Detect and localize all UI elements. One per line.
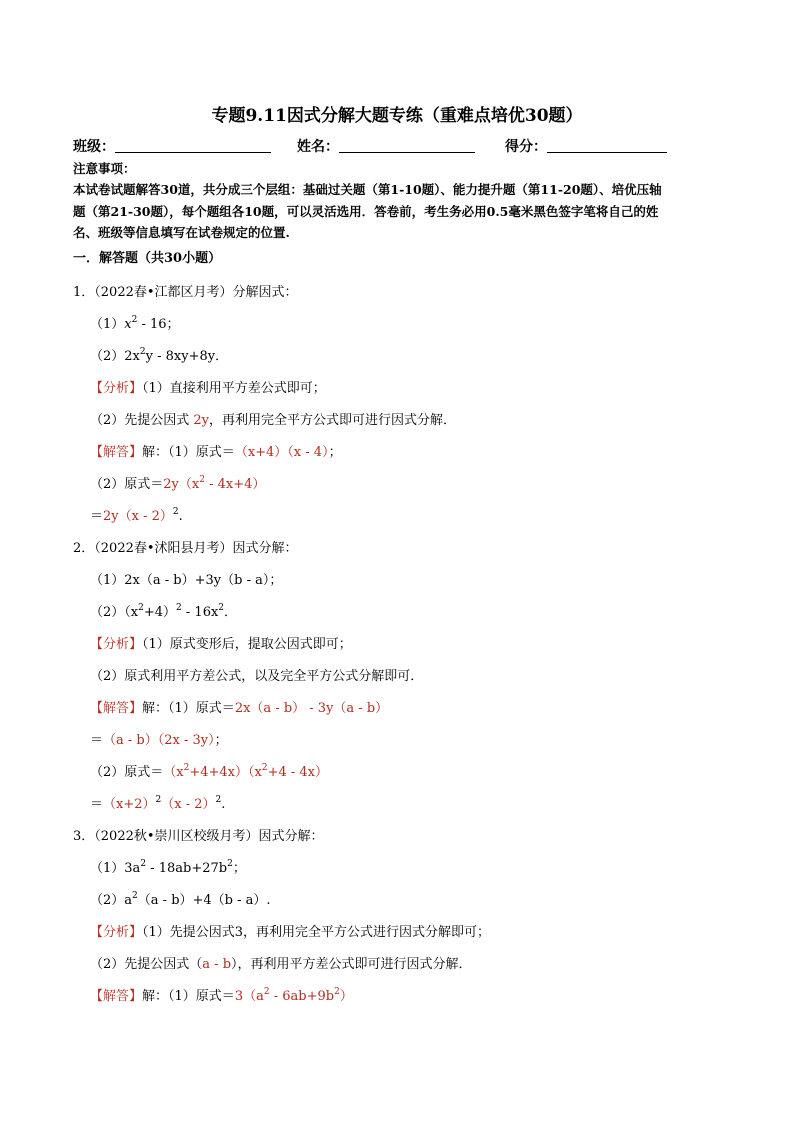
q3-stem: 3．（2022秋•崇川区校级月考）因式分解： [73, 829, 324, 844]
name-blank[interactable] [339, 138, 475, 153]
score-field[interactable] [505, 137, 667, 157]
section-heading: 一．解答题（共30小题） [73, 251, 222, 266]
q3-analysis-2: （2）先提公因式（a - b），再利用平方差公式即可进行因式分解． [90, 957, 472, 972]
q1-analysis: 【分析】（1）直接利用平方差公式即可； [90, 381, 326, 396]
document-title: 专题9.11因式分解大题专练（重难点培优30题） [211, 106, 583, 126]
q1-part-1: $(1)x^2 - 16$； [90, 315, 180, 332]
q2-answer-3: （2）原式$=(x^2+4+4x)(x^2+4 - 4x)$ [90, 763, 329, 780]
analysis-tag: 【分析】 [90, 637, 143, 652]
q2-analysis-2: （2）原式利用平方差公式，以及完全平方公式分解即可． [90, 669, 424, 684]
q3-part-1: $(1)3a^2 - 18ab+27b^2$； [90, 859, 246, 876]
score-label: 得分： [505, 139, 547, 155]
answer-tag: 【解答】 [90, 701, 143, 716]
q1-analysis-2: （2）先提公因式 2y，再利用完全平方公式即可进行因式分解． [90, 413, 457, 428]
score-blank[interactable] [547, 138, 667, 153]
notice-line-2: 题（第21-30题），每个题组各10题，可以灵活选用．答卷前，考生务必用0.5毫米黑色签字笔将自己的姓 [73, 204, 659, 219]
q2-stem: 2．（2022春•沭阳县月考）因式分解： [73, 541, 298, 556]
q3-answer-1: 【解答】解：（1）原式$=3(a^2 - 6ab+9b^2)$ [90, 987, 353, 1004]
q1-answer-3: ＝2y（x - 2）$^2$. [90, 507, 183, 524]
notice-line-3: 名、班级等信息填写在试卷规定的位置. [73, 225, 290, 240]
q2-answer-1: 【解答】解：（1）原式＝2x（a - b） - 3y（a - b） [90, 701, 389, 716]
name-field[interactable] [297, 137, 475, 157]
analysis-tag: 【分析】 [90, 381, 143, 396]
class-blank[interactable] [115, 138, 271, 153]
q2-part-2: $(2)(x^2+4)^2 - 16x^2$． [90, 603, 238, 620]
name-label: 姓名： [297, 139, 339, 155]
q2-part-1: （1）2x（a - b）+3y（b - a）； [90, 573, 283, 588]
q1-part-2: $(2)2x^2y - 8xy+8y$． [90, 347, 229, 364]
answer-tag: 【解答】 [90, 445, 143, 460]
q3-analysis: 【分析】（1）先提公因式3，再利用完全平方公式进行因式分解即可； [90, 925, 491, 940]
q1-answer-1: 【解答】解：（1）原式＝（x+4）（x - 4）； [90, 445, 342, 460]
q1-answer-2: （2）原式$=2y(x^2 - 4x+4)$ [90, 475, 266, 492]
notice-heading: 注意事项： [73, 161, 136, 176]
answer-tag: 【解答】 [90, 989, 143, 1004]
q1-stem: 1．（2022春•江都区月考）分解因式： [73, 285, 298, 300]
q2-answer-4: $=(x+2)^2(x - 2)^2$. [90, 795, 226, 812]
q2-analysis: 【分析】（1）原式变形后，提取公因式即可； [90, 637, 352, 652]
notice-line-1: 本试卷试题解答30道，共分成三个层组：基础过关题（第1-10题）、能力提升题（第11-20题）、培优压轴 [73, 182, 662, 197]
class-field[interactable] [73, 137, 271, 157]
q2-answer-2: ＝（a - b）（2x - 3y）； [90, 733, 228, 748]
q3-part-2: $(2)a^2(a - b)+4(b - a)$. [90, 891, 271, 908]
class-label: 班级： [73, 139, 115, 155]
analysis-tag: 【分析】 [90, 925, 143, 940]
